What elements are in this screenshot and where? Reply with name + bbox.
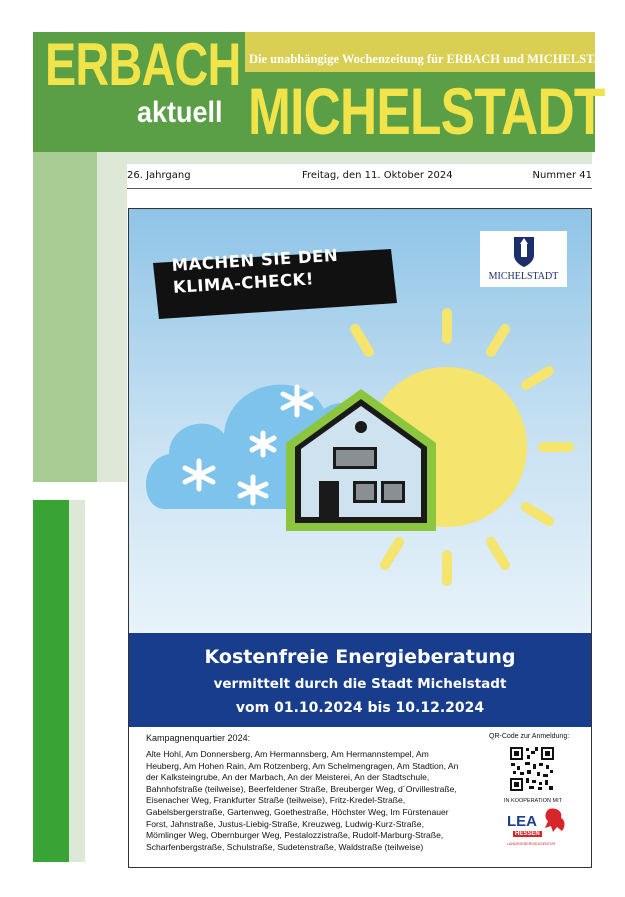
band-subtitle: vermittelt durch die Stadt Michelstadt — [213, 676, 507, 692]
michelstadt-logo-text: MICHELSTADT — [488, 271, 559, 282]
masthead-title-erbach: ERBACH — [45, 31, 241, 98]
qr-code-icon[interactable] — [509, 746, 555, 792]
issue-info-line — [127, 166, 592, 189]
masthead-title-aktuell: aktuell — [137, 96, 223, 129]
campaign-title: Kampagnenquartier 2024: — [146, 733, 251, 743]
lion-icon — [543, 807, 567, 833]
campaign-streets: Alte Hohl, Am Donnersberg, Am Hermannsberg, Am Hermannstempel, Am Heuberg, Am Hohen Rain, Am Rotzenberg, Am Schelmengragen, Am Stadtion, An der Kalksteingrube, An der Marbach, An der Meisterei, An der Stadtschule, Bahnhofstraße (teilweise), Beerfeldener Straße, Breuberger Weg, d´Orvillestraße, Eisenacher Weg, Frankfurter Straße (teilweise), Fritz-Kredel-Straße, Gabelsbergerstraße, Gartenweg, Goethestraße, Höchster Weg, Im Fürstenauer Forst, Jahnstraße, Justus-Liebig-Straße, Kreuzweg, Ludwig-Kurz-Straße, Mömlinger Weg, Obernburger Weg, Pestalozzistraße, Rudolf-Marburg-Straße, Scharfenbergstraße, Schulstraße, Sudetenstraße, Waldstraße (teilweise) — [146, 749, 459, 852]
masthead-side-strip — [97, 152, 127, 482]
coat-of-arms-icon — [511, 235, 537, 269]
band-dates: vom 01.10.2024 bis 10.12.2024 — [235, 700, 485, 716]
band-title: Kostenfreie Energieberatung — [204, 646, 516, 668]
page-side-strip — [69, 500, 85, 862]
lea-hessen-logo — [507, 807, 571, 849]
qr-code-label: QR-Code zur Anmeldung: — [489, 733, 570, 740]
issue-year: 26. Jahrgang — [127, 170, 191, 181]
headline-line-2: KLIMA-CHECK! — [172, 269, 315, 297]
lea-subtitle: LANDESENERGIEAGENTUR — [507, 842, 556, 846]
headline-line-1: MACHEN SIE DEN — [171, 245, 339, 275]
klima-check-poster — [128, 208, 592, 868]
masthead-side-block — [33, 152, 97, 482]
lea-name: LEA — [507, 813, 537, 830]
masthead-tagline: Die unabhängige Wochenzeitung für ERBACH und MICHELSTADT — [249, 52, 620, 66]
issue-date: Freitag, den 11. Oktober 2024 — [302, 170, 453, 181]
masthead-title-michelstadt: MICHELSTADT — [248, 74, 605, 148]
page-side-bar — [33, 500, 69, 862]
masthead-bottom-bar — [97, 152, 592, 164]
michelstadt-logo — [480, 231, 567, 287]
issue-number: Nummer 41 — [532, 170, 592, 181]
lea-region: HESSEN — [515, 831, 540, 837]
cooperation-label: IN KOOPERATION MIT — [504, 798, 562, 804]
